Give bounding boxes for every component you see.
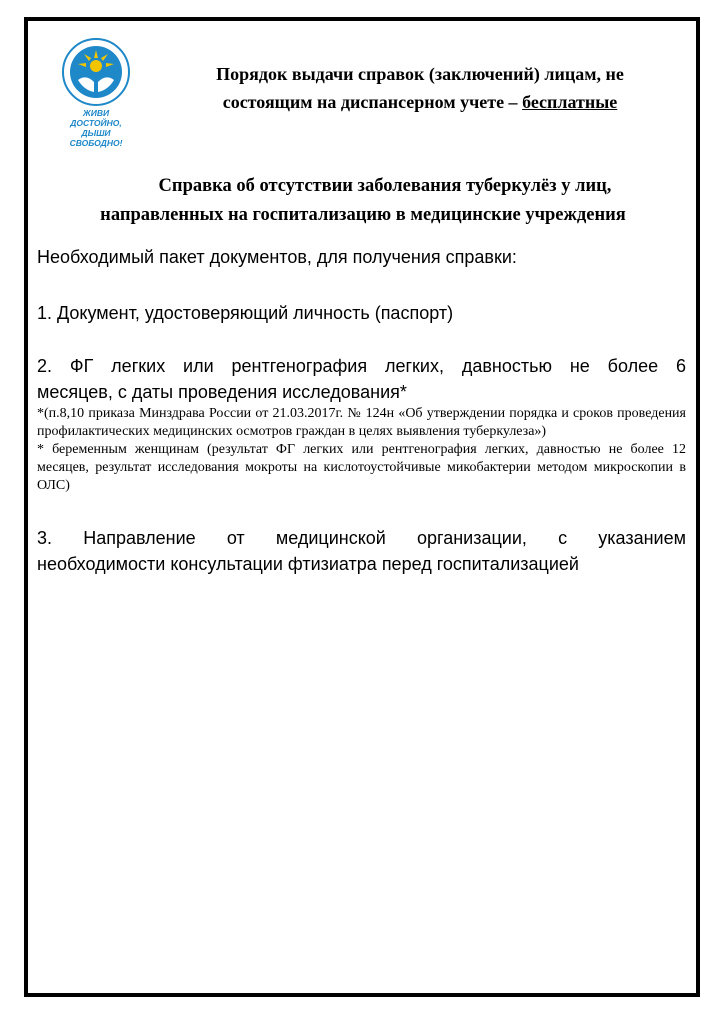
documents-intro: Необходимый пакет документов, для получения справки: [37,247,517,267]
page-title-line2: состоящим на диспансерном учете – [222,92,523,112]
page-title-line1: Порядок выдачи справок (заключений) лицам, не [216,64,624,84]
document-item-referral [37,525,686,577]
document-item-referral-line1: 3. Направление от медицинской организации, с указанием [37,528,686,548]
logo-slogan-line1: ЖИВИ ДОСТОЙНО, [70,108,122,128]
organization-logo [56,36,136,148]
free-label: бесплатные [522,92,618,112]
document-item-xray [37,353,686,405]
certificate-title [40,172,686,230]
logo-slogan [56,108,136,148]
document-item-xray-line2: месяцев, с даты проведения исследования* [37,382,407,402]
document-item-xray-line1: 2. ФГ легких или рентгенография легких, давностью не более 6 [37,356,686,376]
documents-section [37,244,686,577]
logo-slogan-line2: ДЫШИ СВОБОДНО! [69,128,123,148]
page-title [150,60,690,116]
footnote-order: *(п.8,10 приказа Минздрава России от 21.03.2017г. № 124н «Об утверждении порядка и сроков проведения профилактических медицинских осмотров граждан в целях выявления туберкулеза») [37,406,686,439]
footnote-pregnant: * беременным женщинам (результат ФГ легких или рентгенография легких, давностью не более 12 месяцев, результат исследования мокроты на кислотоустойчивые микобактерии методом микроскопии в ОЛС) [37,442,686,493]
document-item-passport: 1. Документ, удостоверяющий личность (паспорт) [37,303,454,323]
document-item-referral-line2: необходимости консультации фтизиатра перед госпитализацией [37,554,579,574]
certificate-title-line2: направленных на госпитализацию в медицинские учреждения [100,205,626,225]
logo-emblem-icon [56,36,136,110]
certificate-title-line1: Справка об отсутствии заболевания туберкулёз у лиц, [158,176,612,196]
